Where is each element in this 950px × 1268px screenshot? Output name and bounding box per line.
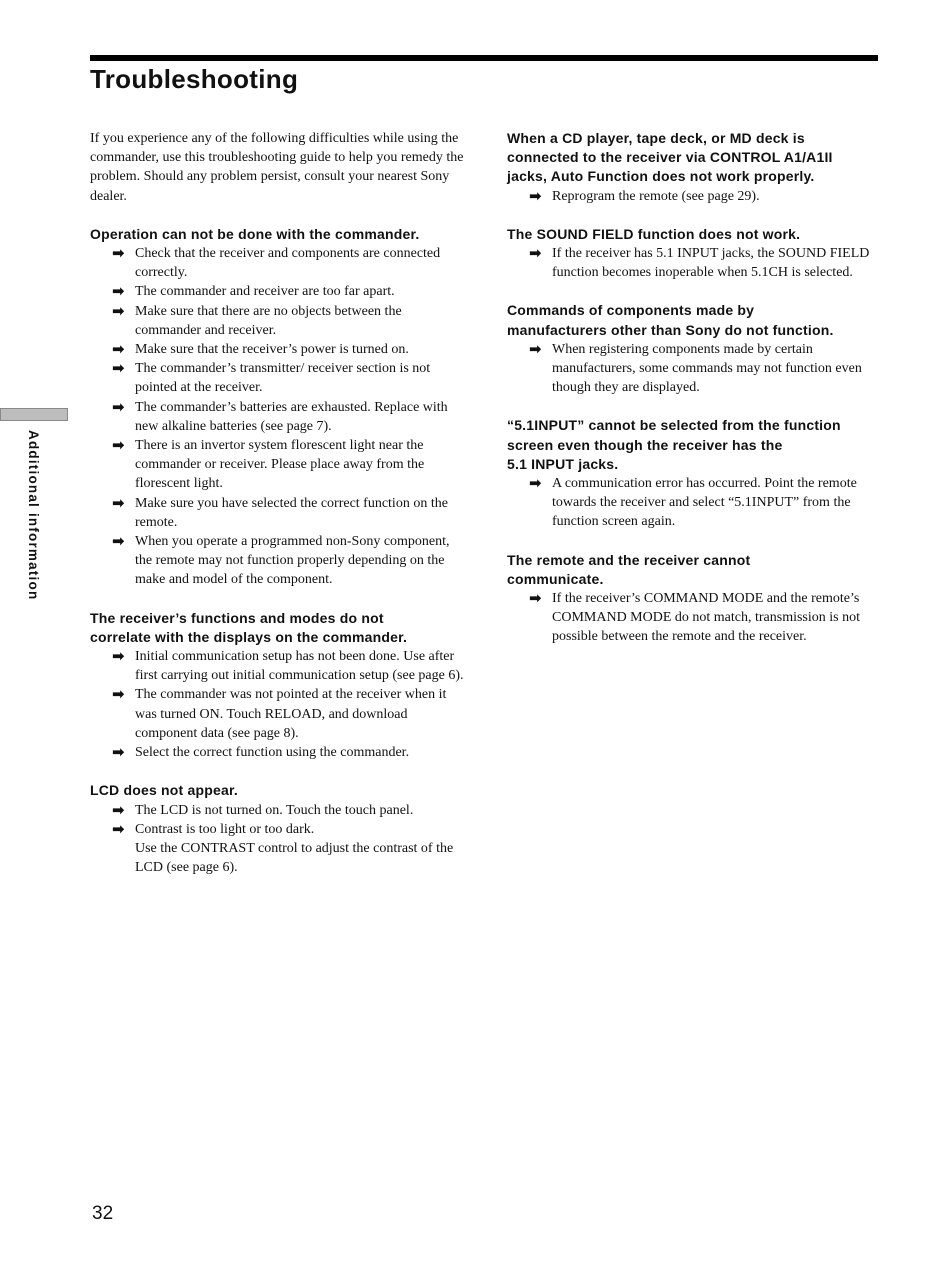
- remedy-text: The commander’s batteries are exhausted. Replace with new alkaline batteries (see page 7).: [135, 399, 448, 434]
- section-heading-line: When a CD player, tape deck, or MD deck is: [507, 130, 805, 146]
- remedy-item: [507, 474, 883, 532]
- left-column: [90, 129, 468, 896]
- section-heading-line: screen even though the receiver has the: [507, 436, 783, 453]
- side-section-label: Additional information: [26, 430, 41, 601]
- remedy-item: [507, 187, 883, 206]
- remedy-text: Check that the receiver and components are connected correctly.: [135, 246, 441, 281]
- remedy-text: Make sure that there are no objects between the commander and receiver.: [135, 303, 402, 338]
- remedy-item: [507, 340, 883, 398]
- right-arrow-icon: ➡: [112, 743, 125, 762]
- section-heading: [507, 301, 883, 339]
- troubleshooting-section: [507, 551, 883, 647]
- remedy-list: [507, 244, 883, 282]
- right-arrow-icon: ➡: [529, 186, 542, 205]
- right-arrow-icon: ➡: [112, 282, 125, 301]
- right-arrow-icon: ➡: [112, 647, 125, 666]
- remedy-text: Make sure that the receiver’s power is turned on.: [135, 342, 409, 358]
- remedy-item: [90, 340, 468, 359]
- section-heading: [507, 551, 883, 589]
- right-column: [507, 129, 883, 666]
- right-arrow-icon: ➡: [112, 493, 125, 512]
- right-sections: [507, 129, 883, 647]
- right-arrow-icon: ➡: [529, 244, 542, 263]
- section-heading-line: connected to the receiver via CONTROL A1/A1II: [507, 149, 833, 166]
- remedy-item: [90, 532, 468, 590]
- remedy-list: [90, 801, 468, 878]
- remedy-text: The commander’s transmitter/ receiver section is not pointed at the receiver.: [135, 361, 431, 396]
- section-heading-line: Commands of components made by: [507, 302, 755, 319]
- page-number: 32: [92, 1203, 114, 1224]
- section-heading-line: communicate.: [507, 570, 604, 587]
- section-heading-line: “5.1INPUT” cannot be selected from the function: [507, 417, 841, 434]
- section-heading: [507, 129, 883, 187]
- remedy-item: [90, 685, 468, 743]
- section-heading-line: The remote and the receiver cannot: [507, 551, 751, 568]
- section-heading-line: manufacturers other than Sony do not function.: [507, 321, 834, 338]
- remedy-text: Contrast is too light or too dark.: [135, 821, 315, 837]
- remedy-item: [90, 359, 468, 397]
- section-heading: [507, 416, 883, 474]
- intro-paragraph: If you experience any of the following difficulties while using the commander, use this troubleshooting guide to help you remedy the problem. Should any problem persist, consult your nearest Sony dealer.: [90, 131, 464, 204]
- right-arrow-icon: ➡: [112, 340, 125, 359]
- troubleshooting-section: [507, 129, 883, 206]
- remedy-text: The commander was not pointed at the receiver when it was turned ON. Touch RELOAD, and download component data (see page 8).: [135, 687, 447, 741]
- remedy-item: [90, 398, 468, 436]
- remedy-item: [90, 302, 468, 340]
- remedy-item: [90, 282, 468, 301]
- right-arrow-icon: ➡: [112, 532, 125, 551]
- remedy-text: The commander and receiver are too far apart.: [135, 284, 395, 300]
- remedy-text: When registering components made by certain manufacturers, some commands may not function even though they are displayed.: [552, 341, 862, 396]
- remedy-item: [90, 743, 468, 762]
- section-tab-marker: [0, 408, 68, 421]
- section-heading-line: The receiver’s functions and modes do not: [90, 609, 384, 626]
- right-arrow-icon: ➡: [529, 474, 542, 493]
- right-arrow-icon: ➡: [529, 339, 542, 358]
- remedy-item: [90, 647, 468, 685]
- section-heading-line: LCD does not appear.: [90, 782, 238, 799]
- remedy-list: [90, 244, 468, 590]
- remedy-item: [507, 589, 883, 647]
- troubleshooting-section: [90, 781, 468, 877]
- remedy-text: Select the correct function using the commander.: [135, 745, 410, 761]
- right-arrow-icon: ➡: [112, 685, 125, 704]
- right-arrow-icon: ➡: [112, 800, 125, 819]
- troubleshooting-section: [507, 225, 883, 283]
- remedy-text: A communication error has occurred. Point the remote towards the receiver and select “5.1INPUT” from the function screen again.: [552, 476, 857, 530]
- section-heading: [507, 225, 883, 244]
- section-heading-line: 5.1 INPUT jacks.: [507, 455, 619, 472]
- remedy-text: If the receiver’s COMMAND MODE and the remote’s COMMAND MODE do not match, transmission is not possible between the remote and the receiver.: [552, 591, 860, 645]
- remedy-item: [90, 494, 468, 532]
- left-sections: [90, 225, 468, 878]
- header-rule: [90, 55, 878, 61]
- troubleshooting-section: [90, 609, 468, 763]
- remedy-list: [90, 647, 468, 762]
- section-heading: [90, 609, 468, 647]
- remedy-item: [507, 244, 883, 282]
- right-arrow-icon: ➡: [112, 244, 125, 263]
- section-heading: [90, 781, 468, 800]
- page-title: Troubleshooting: [90, 64, 299, 94]
- remedy-list: [507, 474, 883, 532]
- remedy-text: If the receiver has 5.1 INPUT jacks, the SOUND FIELD function becomes inoperable when 5.1CH is selected.: [552, 246, 870, 281]
- remedy-item: [90, 436, 468, 494]
- remedy-list: [507, 340, 883, 398]
- right-arrow-icon: ➡: [112, 397, 125, 416]
- right-arrow-icon: ➡: [112, 436, 125, 455]
- remedy-list: [507, 589, 883, 647]
- right-arrow-icon: ➡: [112, 301, 125, 320]
- remedy-item: [90, 820, 468, 878]
- right-arrow-icon: ➡: [112, 359, 125, 378]
- right-arrow-icon: ➡: [529, 589, 542, 608]
- section-heading-line: The SOUND FIELD function does not work.: [507, 225, 801, 242]
- remedy-text: When you operate a programmed non-Sony component, the remote may not function properly depending on the make and model of the component.: [135, 534, 450, 588]
- right-arrow-icon: ➡: [112, 819, 125, 838]
- remedy-text: Reprogram the remote (see page 29).: [552, 188, 760, 204]
- troubleshooting-section: [507, 416, 883, 531]
- section-heading: [90, 225, 468, 244]
- remedy-list: [507, 187, 883, 206]
- troubleshooting-section: [90, 225, 468, 590]
- remedy-text: The LCD is not turned on. Touch the touch panel.: [135, 802, 414, 818]
- remedy-continuation: Use the CONTRAST control to adjust the contrast of the LCD (see page 6).: [135, 840, 454, 876]
- section-heading-line: jacks, Auto Function does not work properly.: [507, 168, 815, 185]
- section-heading-line: Operation can not be done with the commander.: [90, 225, 420, 242]
- troubleshooting-section: [507, 301, 883, 397]
- section-heading-line: correlate with the displays on the commander.: [90, 628, 408, 645]
- remedy-item: [90, 244, 468, 282]
- remedy-text: There is an invertor system florescent light near the commander or receiver. Please place away from the florescent light.: [135, 438, 425, 492]
- remedy-item: [90, 801, 468, 820]
- remedy-text: Initial communication setup has not been done. Use after first carrying out initial communication setup (see page 6).: [135, 649, 464, 684]
- remedy-text: Make sure you have selected the correct function on the remote.: [135, 495, 448, 530]
